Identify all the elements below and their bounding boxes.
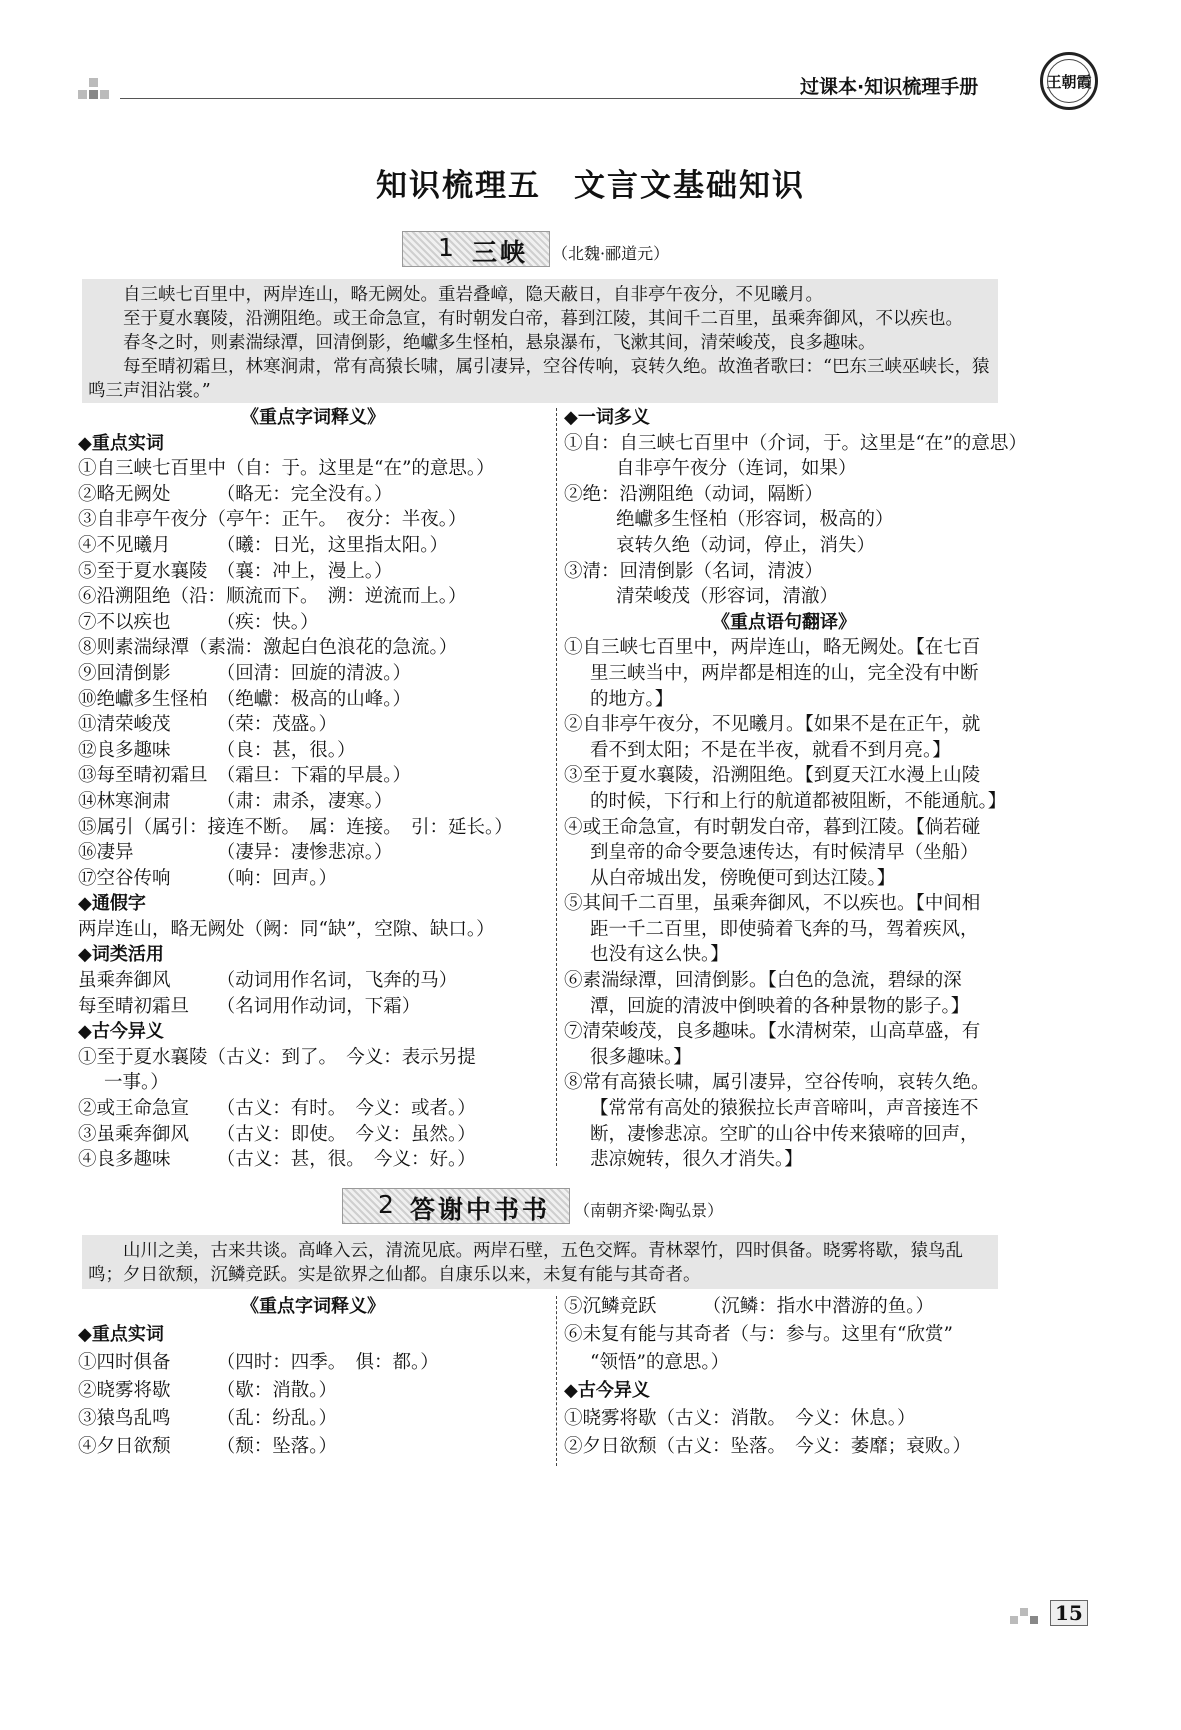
note-line: ②晓雾将歇 （歇：消散。） [78,1380,338,1401]
subsection-heading: 《重点字词释义》 [241,407,385,428]
section-2-author: （南朝齐梁·陶弘景） [574,1201,724,1220]
note-line: ①自：自三峡七百里中（介词，于。这里是“在”的意思） [564,432,1027,454]
note-line: ②或王命急宣 （古义：有时。 今义：或者。） [78,1098,476,1120]
note-line: 悲凉婉转，很久才消失。】 [590,1149,803,1171]
note-line: ⑨回清倒影 （回清：回旋的清波。） [78,662,412,684]
section-1-heading [402,231,702,267]
note-line: ⑤其间千二百里，虽乘奔御风，不以疾也。【中间相 [564,893,981,915]
note-line: ③虽乘奔御风 （古义：即使。 今义：虽然。） [78,1123,476,1145]
subsection-heading: 《重点语句翻译》 [712,611,856,633]
note-line: ①四时俱备 （四时：四季。 俱：都。） [78,1352,439,1373]
note-line: ⑥沿溯阻绝（沿：顺流而下。 溯：逆流而上。） [78,586,467,608]
note-line: ②绝：沿溯阻绝（动词，隔断） [564,483,824,505]
note-line: 【常常有高处的猿猴拉长声音啼叫，声音接连不 [590,1098,979,1120]
note-line: ③猿鸟乱鸣 （乱：纷乱。） [78,1408,338,1429]
note-line: ⑰空谷传响 （响：回声。） [78,867,338,889]
category-heading: ◆重点实词 [78,1324,164,1345]
category-heading: ◆古今异义 [564,1380,650,1401]
note-line: ①自三峡七百里中（自：于。这里是“在”的意思。） [78,458,495,480]
note-line: ④不见曦月 （曦：日光，这里指太阳。） [78,534,449,556]
category-heading: ◆通假字 [78,893,146,915]
section-1-left-column [78,405,548,1173]
note-line: ④或王命急宣，有时朝发白帝，暮到江陵。【倘若碰 [564,816,981,838]
note-line: 到皇帝的命令要急速传达，有时候清早（坐船） [590,842,979,864]
note-line: ①自三峡七百里中，两岸连山，略无阙处。【在七百 [564,637,981,659]
note-line: ③自非亭午夜分（亭午：正午。 夜分：半夜。） [78,509,467,531]
section-1-right-column [564,405,1027,1173]
publisher-seal-logo [1040,52,1098,110]
note-line: 的地方。】 [590,688,674,710]
note-line: ⑩绝巘多生怪柏 （绝巘：极高的山峰。） [78,688,412,710]
note-line: ⑪清荣峻茂 （荣：茂盛。） [78,714,338,736]
passage-paragraph: 山川之美，古来共谈。高峰入云，清流见底。两岸石壁，五色交辉。青林翠竹，四时俱备。晓雾将歇，猿鸟乱鸣；夕日欲颓，沉鳞竞跃。实是欲界之仙都。自康乐以来，未复有能与其奇者。 [88,1241,963,1285]
section-2-number: 2 [378,1190,394,1219]
note-line: ⑥素湍绿潭，回清倒影。【白色的急流，碧绿的深 [564,970,962,992]
subsection-heading: 《重点字词释义》 [241,1296,385,1317]
page-title: 知识梳理五 文言文基础知识 [376,168,805,204]
section-2-right-column [564,1293,1004,1461]
note-line: ③至于夏水襄陵，沿溯阻绝。【到夏天江水漫上山陵 [564,765,981,787]
note-line: ⑦不以疾也 （疾：快。） [78,611,319,633]
passage-paragraph: 每至晴初霜旦，林寒涧肃，常有高猿长啸，属引凄异，空谷传响，哀转久绝。故渔者歌曰：“巴东三峡巫峡长，猿鸣三声泪沾裳。” [88,357,990,401]
passage-paragraph: 至于夏水襄陵，沿溯阻绝。或王命急宣，有时朝发白帝，暮到江陵，其间千二百里，虽乘奔御风，不以疾也。 [123,309,963,329]
note-line: ②略无阙处 （略无：完全没有。） [78,483,393,505]
header-ornament [78,78,114,108]
note-line: 距一千二百里，即使骑着飞奔的马，驾着疾风， [590,918,979,940]
note-line: ⑯凄异 （凄异：凄惨悲凉。） [78,842,393,864]
note-line: ③清：回清倒影（名词，清波） [564,560,824,582]
passage-paragraph: 春冬之时，则素湍绿潭，回清倒影，绝巘多生怪柏，悬泉瀑布，飞漱其间，清荣峻茂，良多趣味。 [123,333,876,353]
category-heading: ◆重点实词 [78,432,164,454]
note-line: ⑦清荣峻茂，良多趣味。【水清树荣，山高草盛，有 [564,1021,981,1043]
note-line: 清荣峻茂（形容词，清澈） [616,586,839,608]
note-line: ④良多趣味 （古义：甚，很。 今义：好。） [78,1149,476,1171]
header-rule [120,98,910,99]
section-2-title: 答谢中书书 [410,1195,551,1224]
category-heading: ◆词类活用 [78,944,164,966]
note-line: 自非亭午夜分（连词，如果） [616,458,857,480]
note-line: ①至于夏水襄陵（古义：到了。 今义：表示另提 [78,1046,476,1068]
note-line: 从白帝城出发，傍晚便可到达江陵。】 [590,867,896,889]
note-line: 里三峡当中，两岸都是相连的山，完全没有中断 [590,662,979,684]
note-line: ④夕日欲颓 （颓：坠落。） [78,1436,338,1457]
note-line: “领悟”的意思。） [590,1352,730,1373]
note-line: ⑤至于夏水襄陵 （襄：冲上，漫上。） [78,560,393,582]
page-number: 15 [1050,1600,1088,1626]
section-1-title: 三峡 [472,238,529,267]
note-line: ⑫良多趣味 （良：甚，很。） [78,739,356,761]
note-line: 很多趣味。】 [590,1046,692,1068]
section-1-author: （北魏·郦道元） [552,244,670,263]
note-line: ⑮属引（属引：接连不断。 属：连接。 引：延长。） [78,816,513,838]
section-1-passage [82,279,998,403]
note-line: ①晓雾将歇（古义：消散。 今义：休息。） [564,1408,916,1429]
section-2-passage [82,1235,998,1289]
category-heading: ◆古今异义 [78,1021,164,1043]
section-2-heading [342,1188,792,1224]
note-line: 每至晴初霜旦 （名词用作动词，下霜） [78,995,421,1017]
section-2-left-column [78,1293,548,1461]
note-line: 两岸连山，略无阙处（阙：同“缺”，空隙、缺口。） [78,918,495,940]
note-line: 断，凄惨悲凉。空旷的山谷中传来猿啼的回声， [590,1123,979,1145]
note-line: ⑥未复有能与其奇者（与：参与。这里有“欣赏” [564,1324,953,1345]
note-line: 也没有这么快。】 [590,944,729,966]
category-heading: ◆一词多义 [564,407,650,428]
header-book-title: 过课本·知识梳理手册 [800,76,979,98]
note-line: 的时候，下行和上行的航道都被阻断，不能通航。】 [590,790,1007,812]
note-line: ⑧常有高猿长啸，属引凄异，空谷传响，哀转久绝。 [564,1072,990,1094]
note-line: 看不到太阳；不是在半夜，就看不到月亮。】 [590,739,951,761]
note-line: ⑬每至晴初霜旦 （霜旦：下霜的早晨。） [78,765,412,787]
note-line: 哀转久绝（动词，停止，消失） [616,534,876,556]
note-line: ⑧则素湍绿潭（素湍：激起白色浪花的急流。） [78,637,458,659]
footer-ornament [1010,1608,1046,1628]
note-line: ⑤沉鳞竞跃 （沉鳞：指水中潜游的鱼。） [564,1296,935,1317]
seal-text: 王朝霞 [1046,72,1092,91]
note-line: ②自非亭午夜分，不见曦月。【如果不是在正午，就 [564,714,981,736]
note-line: 一事。） [104,1072,169,1094]
column-divider-2 [556,1296,557,1466]
note-line: 虽乘奔御风 （动词用作名词，飞奔的马） [78,970,458,992]
note-line: 绝巘多生怪柏（形容词，极高的） [616,509,894,531]
note-line: ②夕日欲颓（古义：坠落。 今义：萎靡；衰败。） [564,1436,972,1457]
passage-paragraph: 自三峡七百里中，两岸连山，略无阙处。重岩叠嶂，隐天蔽日，自非亭午夜分，不见曦月。 [123,285,823,305]
note-line: 潭，回旋的清波中倒映着的各种景物的影子。】 [590,995,970,1017]
section-1-number: 1 [438,233,454,262]
note-line: ⑭林寒涧肃 （肃：肃杀，凄寒。） [78,790,393,812]
column-divider [556,408,557,1166]
